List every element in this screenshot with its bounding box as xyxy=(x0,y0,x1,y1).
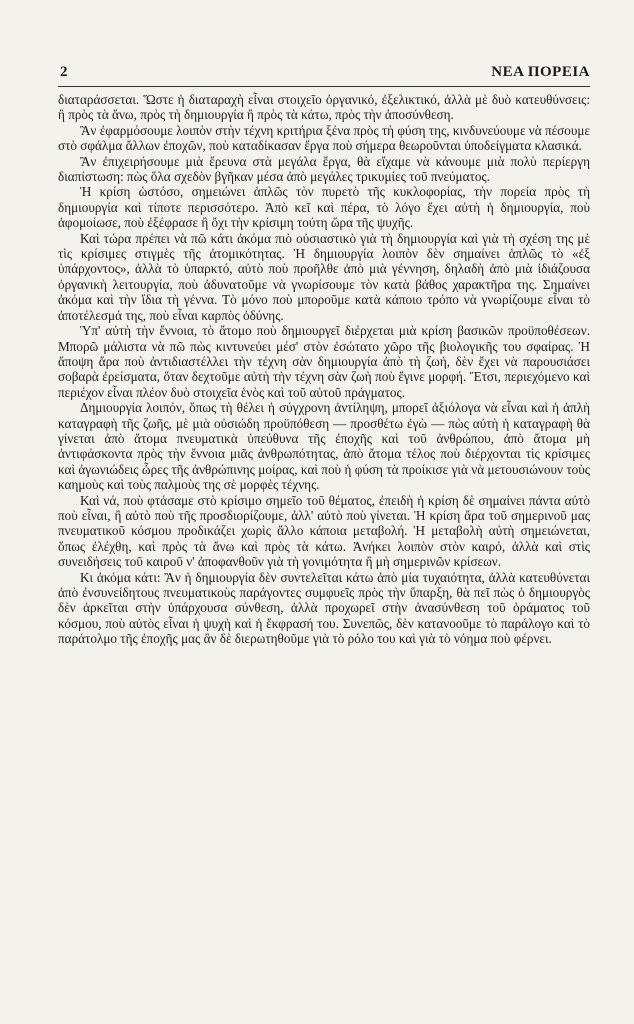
page-header xyxy=(60,64,590,81)
header-rule xyxy=(58,86,590,87)
article-body xyxy=(58,92,590,647)
paragraph: διαταράσσεται. Ὥστε ἡ διαταραχὴ εἶναι στοιχεῖο ὀργανικό, ἐξελικτικό, ἀλλὰ μὲ δυὸ κατευθύνσεις: ἢ πρὸς τὰ ἄνω, πρὸς τὴ δημιουργία ἢ πρὸς τὰ κάτω, πρὸς τὴν ἀποσύνθεση. xyxy=(58,92,590,123)
paragraph: Καὶ τώρα πρέπει νὰ πῶ κάτι ἀκόμα πιὸ οὐσιαστικὸ γιὰ τὴ δημιουργία καὶ γιὰ τὴ σχέση της μὲ τὶς κρίσιμες στιγμὲς τῆς ἀτομικότητας. Ἡ δημιουργία λοιπὸν δὲν σημαίνει ἁπλῶς τὸ «ἐξ ὑπάρχοντος», ἀλλὰ τὸ ὑπαρκτό, αὐτὸ ποὺ προῆλθε ἀπὸ μιὰ γέννηση, δηλαδὴ ἀπὸ μιὰ ἰδιάζουσα ὀργανικὴ λειτουργία, ποὺ ἀδυνατοῦμε νὰ γνωρίσουμε τὸν κατὰ βάθος χαρακτῆρα της. Σημαίνει ἀκόμα καὶ τὴν ἴδια τὴ γέννα. Τὸ μόνο ποὺ μποροῦμε κατὰ κάποιο τρόπο νὰ γνωρίζουμε εἶναι τὸ ἀποτέλεσμά της, ποὺ εἶναι καρπὸς ὀδύνης. xyxy=(58,230,590,323)
journal-title: ΝΕΑ ΠΟΡΕΙΑ xyxy=(491,64,590,80)
paragraph: Ἂν ἐπιχειρήσουμε μιὰ ἔρευνα στὰ μεγάλα ἔργα, θὰ εἴχαμε νὰ κάνουμε μιὰ πολὺ περίεργη διαπίστωση: πὼς ὅλα σχεδὸν βγῆκαν μέσα ἀπὸ μεγάλες τρικυμίες τοῦ πνεύματος. xyxy=(58,153,590,185)
paragraph: Καὶ νά, ποὺ φτάσαμε στὸ κρίσιμο σημεῖο τοῦ θέματος, ἐπειδὴ ἡ κρίση δὲ σημαίνει πάντα αὐτὸ ποὺ εἶναι, ἢ αὐτὸ ποὺ τῆς προσδιορίζουμε, ἀλλ' αὐτὸ ποὺ γίνεται. Ἡ κρίση ἄρα τοῦ σημερινοῦ μας πνευματικοῦ κόσμου προδικάζει χωρὶς ἄλλο κάποια μεταβολή. Ἡ μεταβολὴ αὐτὴ σημειώνεται, ὅπως ἐλέχθη, καὶ πρὸς τὰ ἄνω καὶ πρὸς τὰ κάτω. Ἀνήκει λοιπὸν στὸν καιρό, ἀλλὰ καὶ στὶς συνειδήσεις τοῦ καιροῦ ν' ἀποφανθοῦν γιὰ τὴ γονιμότητα ἢ μὴ σημερινῶν κρίσεων. xyxy=(58,492,590,570)
paragraph: Ὑπ' αὐτὴ τὴν ἔννοια, τὸ ἄτομο ποὺ δημιουργεῖ διέρχεται μιὰ κρίση βασικῶν προϋποθέσεων. Μπορῶ μάλιστα νὰ πῶ πὼς κιντυνεύει μέσ' στὸν ἐσώτατο χῶρο τῆς βιολογικῆς του σφαίρας. Ἡ ἄποψη ἄρα ποὺ ἀντιδιαστέλλει τὴν τέχνη σὰν δημιουργία ἀπὸ τὴ ζωή, δὲν ἔχει νὰ παρουσιάσει σοβαρὰ ἐρείσματα, ὅταν δεχτοῦμε αὐτὴ τὴν τέχνη σὰν ζωὴ ποὺ ἔγινε μορφή. Ἔτσι, περιεχόμενο καὶ περιέχον εἶναι πλέον δυὸ στοιχεῖα ἑνὸς καὶ τοῦ αὐτοῦ πράγματος. xyxy=(58,323,590,400)
paragraph: Κι ἀκόμα κάτι: Ἂν ἡ δημιουργία δὲν συντελεῖται κάτω ἀπὸ μία τυχαιότητα, ἀλλὰ κατευθύνεται ἀπὸ ἐνσυνείδητους πνευματικοὺς παράγοντες συμφυεῖς πρὸς τὴν ὕπαρξη, θὰ πεῖ πὼς ὁ δημιουργὸς δὲν ἀρκεῖται στὴν ὑπάρχουσα σύνθεση, ἀλλὰ προχωρεῖ στὴν ἀνασύνθεση τοῦ ὁράματος τοῦ κόσμου, ποὺ αὐτὸς εἶναι ἡ ψυχὴ καὶ ἡ ἔκφρασή του. Συνεπῶς, δὲν κατανοοῦμε τὸ παράλογο καὶ τὸ παράτολμο τῆς ἐποχῆς μας ἂν δὲ διερωτηθοῦμε γιὰ τὸ ρόλο του καὶ γιὰ τὸ νόημα ποὺ φέρνει. xyxy=(58,569,590,647)
paragraph: Ἡ κρίση ὡστόσο, σημειώνει ἁπλῶς τὸν πυρετὸ τῆς κυκλοφορίας, τὴν πορεία πρὸς τὴ δημιουργία καὶ τίποτε περισσότερο. Ἀπὸ κεῖ καὶ πέρα, τὸ λόγο ἔχει αὐτὴ ἡ δημιουργία, ποὺ ἀφομοίωσε, ποὺ ἐξέφρασε ἢ ὄχι τὴν κρίσιμη τούτη ὥρα τῆς ψυχῆς. xyxy=(58,184,590,231)
paragraph: Δημιουργία λοιπόν, ὅπως τὴ θέλει ἡ σύγχρονη ἀντίληψη, μπορεῖ ἀξιόλογα νὰ εἶναι καὶ ἡ ἁπλὴ καταγραφὴ τῆς ζωῆς, μὲ μιὰ οὐσιώδη προϋπόθεση — προσθέτω ἐγὼ — πὼς αὐτὴ ἡ καταγραφὴ θὰ γίνεται ἀπὸ ἄτομα πνευματικὰ ὑπεύθυνα τῆς ἐποχῆς καὶ τοῦ ἀνθρώπου, ἀπὸ ἄτομα μὴ ἀντιφάσκοντα πρὸς τὴν ἔννοια μιᾶς ἀνθρωπότητας, ἀπὸ ἄτομα τέλος ποὺ διέρχονται τὶς κρίσιμες καὶ ἀγωνιώδεις ὧρες τῆς ἀνθρώπινης μοίρας, καὶ ποὺ ἡ φύση τὰ προίκισε γιὰ νὰ μετουσιώνουν τοὺς καημοὺς καὶ τοὺς παλμοὺς της σὲ μορφὲς τέχνης. xyxy=(58,400,590,493)
page-number: 2 xyxy=(60,64,68,80)
paragraph: Ἂν ἐφαρμόσουμε λοιπὸν στὴν τέχνη κριτήρια ξένα πρὸς τὴ φύση της, κινδυνεύουμε νὰ πέσουμε στὸ σφάλμα ἄλλων ἐποχῶν, ποὺ καταδίκασαν ἔργα ποὺ σήμερα θεωροῦνται ὑποδείγματα κλασικά. xyxy=(58,122,590,154)
